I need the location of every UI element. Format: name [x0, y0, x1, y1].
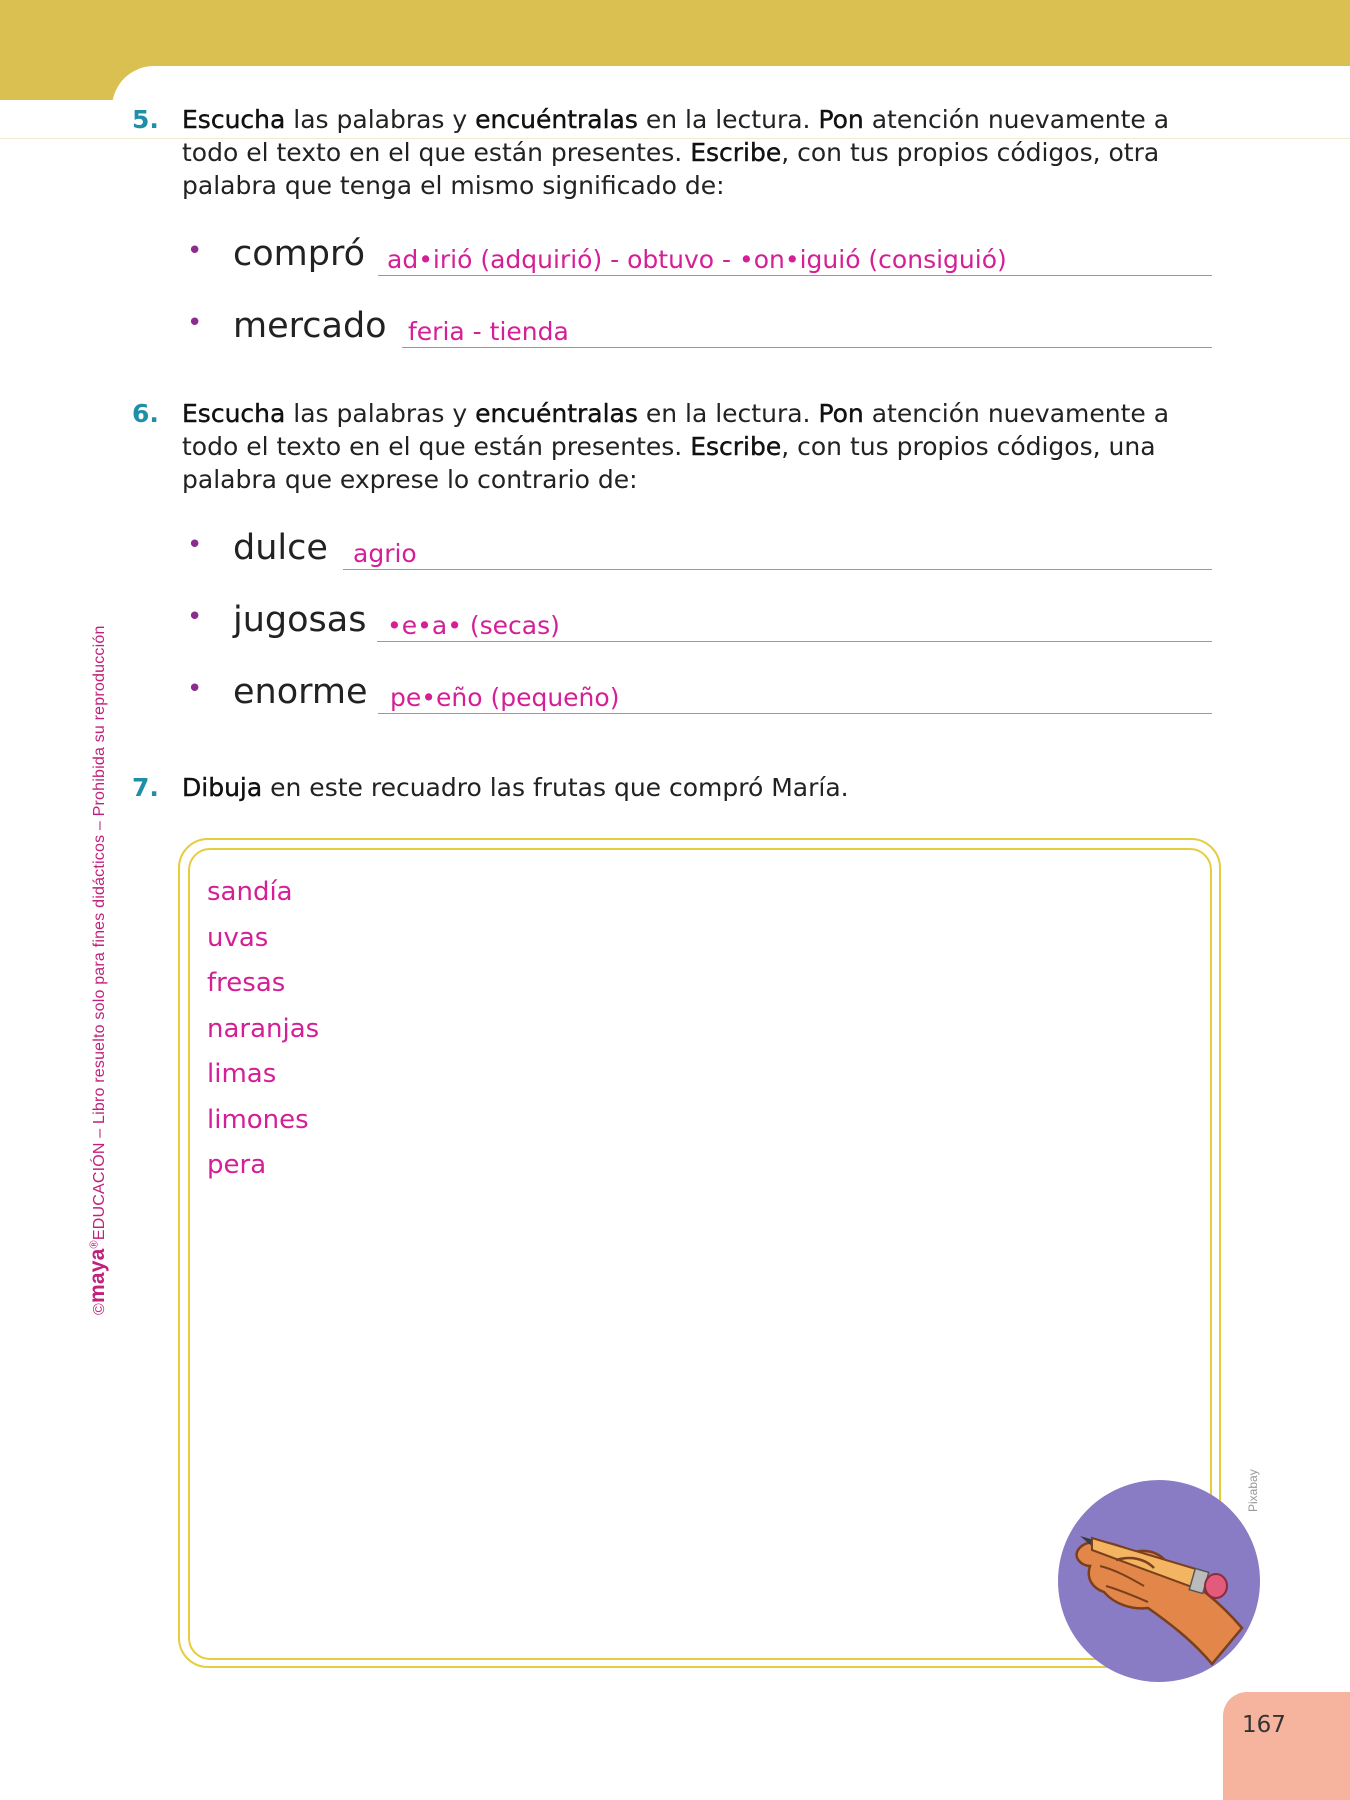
prompt-word: jugosas [233, 600, 367, 640]
instruction-verb: Pon [818, 105, 864, 134]
answer-row-enorme [187, 670, 1212, 716]
answer-row-dulce [187, 526, 1212, 572]
instruction-verb: Escucha [182, 105, 286, 134]
answer-line [343, 569, 1212, 570]
answer-line [377, 641, 1212, 642]
brand-name: maya [86, 1248, 109, 1303]
fruit-item: fresas [207, 968, 286, 998]
instruction-text: las palabras y [285, 399, 476, 428]
fruit-item: naranjas [207, 1013, 320, 1044]
fruit-list [207, 870, 319, 1189]
copyright-text: EDUCACIÓN – Libro resuelto solo para fines didácticos – Prohibida su reproducción [91, 625, 108, 1241]
instruction-verb: encuéntralas [475, 399, 638, 428]
fruit-item: pera [207, 1150, 267, 1180]
question-text [182, 397, 1217, 496]
instruction-text: en este recuadro las frutas que compró María. [262, 773, 849, 802]
bullet: • [187, 674, 203, 704]
fruit-item: limones [207, 1104, 309, 1135]
bullet: • [187, 530, 203, 560]
instruction-verb: Escribe [690, 432, 782, 461]
fruit-item: sandía [207, 877, 293, 907]
instruction-verb: Pon [818, 399, 864, 428]
instruction-text: en la lectura. [637, 105, 819, 134]
answer-field[interactable]: pe•eño (pequeño) [390, 683, 620, 712]
question-number: 5. [132, 105, 159, 134]
prompt-word: dulce [233, 528, 328, 568]
question-6 [132, 397, 1217, 496]
bullet: • [187, 308, 203, 338]
question-5 [132, 103, 1217, 202]
instruction-verb: Dibuja [182, 773, 263, 802]
instruction-verb: Escribe [690, 138, 782, 167]
instruction-text: atención nuevamente a todo el texto en el que están presentes. [182, 399, 1170, 461]
answer-line [402, 347, 1212, 348]
instruction-text: las palabras y [285, 105, 476, 134]
answer-line [378, 275, 1212, 276]
answer-field[interactable]: agrio [353, 539, 417, 568]
instruction-verb: encuéntralas [475, 105, 638, 134]
page-number: 167 [1242, 1712, 1286, 1738]
instruction-text: , con tus propios códigos, otra palabra que tenga el mismo significado de: [182, 138, 1160, 200]
fruit-item: limas [207, 1059, 277, 1089]
bullet: • [187, 602, 203, 632]
instruction-text: en la lectura. [637, 399, 819, 428]
answer-row-mercado [187, 304, 1212, 350]
question-number: 6. [132, 399, 159, 428]
copyright-notice [86, 625, 110, 1315]
instruction-text: atención nuevamente a todo el texto en el que están presentes. [182, 105, 1170, 167]
fruit-item: uvas [207, 922, 269, 953]
question-7 [132, 771, 1217, 804]
instruction-verb: Escucha [182, 399, 286, 428]
answer-row-compro [187, 232, 1212, 278]
registered-symbol: ® [88, 1240, 101, 1249]
answer-field[interactable]: •e•a• (secas) [387, 611, 560, 640]
image-credit: Pixabay [1246, 1469, 1260, 1512]
prompt-word: enorme [233, 672, 368, 712]
instruction-text: , con tus propios códigos, una palabra que exprese lo contrario de: [182, 432, 1156, 494]
page-number-tab [1223, 1692, 1350, 1800]
prompt-word: compró [233, 234, 366, 274]
question-number: 7. [132, 773, 159, 802]
bullet: • [187, 236, 203, 266]
answer-row-jugosas [187, 598, 1212, 644]
prompt-word: mercado [233, 306, 387, 346]
hand-writing-with-pencil-icon [1056, 1478, 1262, 1684]
answer-field[interactable]: ad•irió (adquirió) - obtuvo - •on•iguió (consiguió) [387, 245, 1007, 274]
question-text [182, 771, 1217, 804]
copyright-symbol: © [91, 1303, 108, 1315]
answer-line [378, 713, 1212, 714]
answer-field[interactable]: feria - tienda [408, 317, 569, 346]
question-text [182, 103, 1217, 202]
